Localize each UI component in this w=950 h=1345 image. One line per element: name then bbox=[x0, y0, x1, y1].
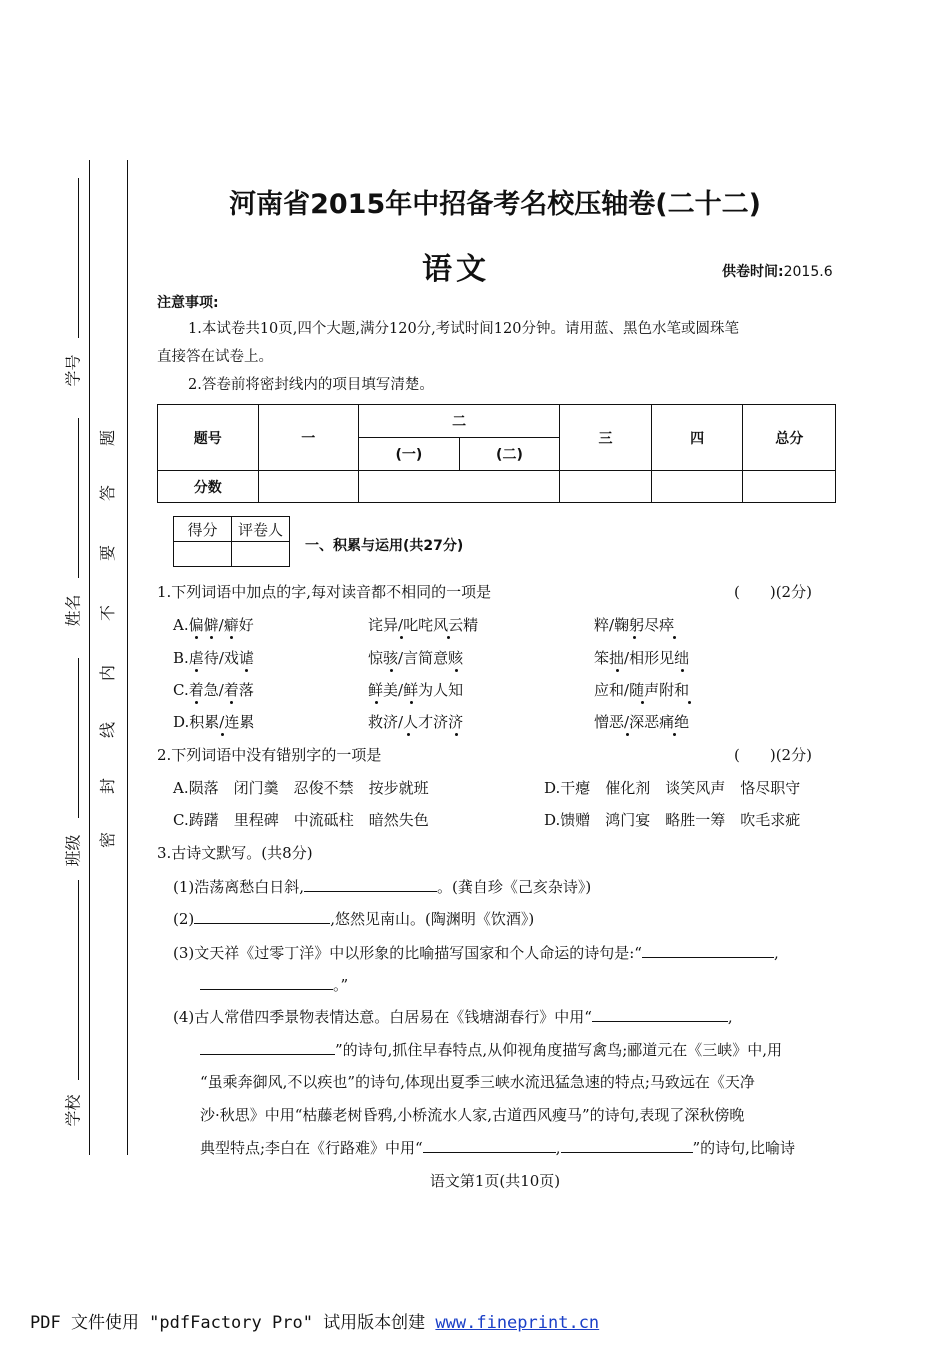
q1-option-c bbox=[173, 681, 254, 699]
watermark-text: PDF 文件使用 "pdfFactory Pro" 试用版本创建 bbox=[30, 1313, 436, 1333]
answer-blank[interactable] bbox=[200, 1040, 335, 1055]
option-text: 惊 bbox=[368, 649, 384, 667]
notice-item: 直接答在试卷上。 bbox=[157, 349, 273, 365]
q3-item-4-l2 bbox=[200, 1040, 782, 1059]
option-text: 诧 bbox=[368, 616, 384, 634]
seal-char: 答 bbox=[98, 485, 117, 502]
q3-text: (2) bbox=[173, 910, 195, 928]
q3-item-4-l5 bbox=[200, 1138, 795, 1157]
margin-line-outer bbox=[89, 160, 90, 1155]
option-text: /言简意 bbox=[398, 649, 449, 667]
dotted-char: 累/连 bbox=[204, 713, 240, 731]
answer-blank[interactable] bbox=[561, 1138, 693, 1153]
q1-option-a bbox=[173, 616, 254, 634]
q2-option-d: D.馈赠 鸿门宴 略胜一筹 吹毛求疵 bbox=[544, 811, 801, 829]
q3-stem: 3.古诗文默写。(共8分) bbox=[157, 844, 313, 862]
q3-item-4-l4: 沙·秋思》中用“枯藤老树昏鸦,小桥流水人家,古道西风瘦马”的诗句,表现了深秋傍晚 bbox=[200, 1106, 745, 1124]
q3-text: ,悠然见南山。(陶渊明《饮酒》) bbox=[330, 910, 535, 928]
dotted-char: 济/人才 bbox=[383, 713, 434, 731]
score-cell[interactable] bbox=[258, 471, 359, 503]
q3-item-3-cont bbox=[200, 975, 348, 994]
margin-line-inner bbox=[127, 160, 128, 1155]
q3-text: 。” bbox=[333, 976, 349, 994]
q1-mark: ( )(2分) bbox=[734, 583, 812, 601]
score-cell[interactable] bbox=[560, 471, 652, 503]
dotted-char: 赅 bbox=[448, 649, 464, 667]
option-text: 为人知 bbox=[418, 681, 464, 699]
q3-text: (4)古人常借四季景物表情达意。白居易在《钱塘湖春行》中用“ bbox=[173, 1008, 592, 1026]
seal-char: 内 bbox=[98, 665, 117, 682]
option-text: 济 bbox=[433, 713, 449, 731]
q1-stem: 1.下列词语中加点的字,每对读音都不相同的一项是 bbox=[157, 583, 492, 601]
q3-text: (1)浩荡离愁白日斜, bbox=[173, 878, 305, 896]
option-text: 救 bbox=[368, 713, 384, 731]
q1-option-b-3 bbox=[594, 649, 689, 667]
option-text: 粹 bbox=[594, 616, 610, 634]
q2-option-a: A.陨落 闭门羹 忍俊不禁 按步就班 bbox=[173, 779, 429, 797]
score-cell[interactable] bbox=[359, 471, 560, 503]
table-header-label: 题号 bbox=[158, 405, 259, 471]
q2-mark: ( )(2分) bbox=[734, 746, 812, 764]
label-student-id: 学号 bbox=[63, 354, 83, 387]
q3-item-4-l3: “虽乘奔御风,不以疾也”的诗句,体现出夏季三峡水流迅猛急速的特点;马致远在《天净 bbox=[200, 1073, 755, 1091]
score-table bbox=[157, 404, 836, 503]
option-text: 待/戏 bbox=[203, 649, 239, 667]
option-text: / bbox=[218, 616, 224, 634]
table-col-2: 二 bbox=[359, 405, 560, 438]
q3-text: ”的诗句,抓住早春特点,从仰视角度描写禽鸟;郦道元在《三峡》中,用 bbox=[335, 1041, 783, 1059]
date-value: 2015.6 bbox=[783, 264, 833, 280]
dotted-char: 异/叱 bbox=[383, 616, 419, 634]
seal-char: 封 bbox=[98, 778, 117, 795]
table-col-4: 四 bbox=[651, 405, 743, 471]
dotted-char: 癖 bbox=[223, 616, 239, 634]
answer-blank[interactable] bbox=[194, 909, 330, 924]
dotted-char: 着 bbox=[188, 681, 204, 699]
q3-text: , bbox=[727, 1008, 733, 1026]
q2-option-c: C.踌躇 里程碑 中流砥柱 暗然失色 bbox=[173, 811, 429, 829]
answer-blank[interactable] bbox=[592, 1007, 728, 1022]
dotted-char: /鞠躬尽 bbox=[609, 616, 660, 634]
q1-option-a-3 bbox=[594, 616, 674, 634]
q1-option-c-3 bbox=[594, 681, 689, 699]
q3-text: , bbox=[773, 944, 779, 962]
option-text: 咤 bbox=[418, 616, 434, 634]
class-line bbox=[78, 658, 79, 818]
option-letter: D. bbox=[173, 713, 190, 731]
dotted-char: 绌 bbox=[674, 649, 690, 667]
section-1-title: 一、积累与运用(共27分) bbox=[305, 538, 464, 554]
watermark-link[interactable]: www.fineprint.cn bbox=[435, 1313, 600, 1333]
school-line bbox=[78, 880, 79, 1080]
q3-item-4 bbox=[173, 1007, 733, 1026]
label-class: 班级 bbox=[63, 834, 83, 867]
grader-reviewer-cell[interactable] bbox=[232, 542, 290, 567]
seal-char: 不 bbox=[98, 605, 117, 622]
option-text: 急/ bbox=[203, 681, 224, 699]
grader-score-label: 得分 bbox=[174, 517, 232, 542]
page-number: 语文第1页(共10页) bbox=[429, 1172, 561, 1190]
pdf-watermark bbox=[30, 1308, 599, 1333]
dotted-char: 和/随声附 bbox=[609, 681, 675, 699]
q1-option-a-2 bbox=[368, 616, 478, 634]
dotted-char: 痛绝 bbox=[659, 713, 690, 731]
answer-blank[interactable] bbox=[304, 877, 437, 892]
label-school: 学校 bbox=[63, 1094, 83, 1127]
dotted-char: 偏 bbox=[188, 616, 204, 634]
table-col-3: 三 bbox=[560, 405, 652, 471]
dotted-char: 鲜 bbox=[403, 681, 419, 699]
q1-option-b-2 bbox=[368, 649, 463, 667]
notice-heading: 注意事项: bbox=[157, 295, 219, 311]
seal-char: 题 bbox=[98, 430, 117, 447]
answer-blank[interactable] bbox=[642, 943, 774, 958]
grader-reviewer-label: 评卷人 bbox=[232, 517, 290, 542]
option-text: 瘁 bbox=[659, 616, 675, 634]
notice-item: 1.本试卷共10页,四个大题,满分120分,考试时间120分钟。请用蓝、黑色水笔或圆珠笔 bbox=[188, 321, 739, 337]
q3-text: ”的诗句,比喻诗 bbox=[692, 1139, 795, 1157]
dotted-char: 谑 bbox=[238, 649, 254, 667]
seal-char: 密 bbox=[98, 832, 117, 849]
option-text: 和 bbox=[674, 681, 690, 699]
seal-char: 要 bbox=[98, 545, 117, 562]
q2-stem: 2.下列词语中没有错别字的一项是 bbox=[157, 746, 382, 764]
option-text: 恶 bbox=[644, 713, 660, 731]
option-text: 落 bbox=[238, 681, 254, 699]
q1-option-d-2 bbox=[368, 713, 463, 731]
answer-blank[interactable] bbox=[423, 1138, 556, 1153]
subject-title: 语文 bbox=[422, 252, 490, 287]
option-text: 精 bbox=[463, 616, 479, 634]
dotted-char: 虐 bbox=[188, 649, 204, 667]
dotted-char: 骇 bbox=[383, 649, 399, 667]
dotted-char: 鲜 bbox=[368, 681, 384, 699]
option-text: 笨 bbox=[594, 649, 610, 667]
exam-title: 河南省2015年中招备考名校压轴卷(二十二) bbox=[229, 189, 761, 220]
q1-option-c-2 bbox=[368, 681, 463, 699]
table-score-label: 分数 bbox=[158, 471, 259, 503]
q1-option-d bbox=[173, 713, 254, 731]
dotted-char: 着 bbox=[223, 681, 239, 699]
score-cell[interactable] bbox=[743, 471, 836, 503]
grader-box bbox=[173, 516, 290, 567]
q3-item-3 bbox=[173, 943, 779, 962]
q3-item-2 bbox=[173, 909, 534, 928]
notice-item: 2.答卷前将密封线内的项目填写清楚。 bbox=[188, 377, 434, 393]
dotted-char: 拙 bbox=[609, 649, 625, 667]
dotted-char: 恶/深 bbox=[609, 713, 645, 731]
table-col-1: 一 bbox=[258, 405, 359, 471]
option-text: 憎 bbox=[594, 713, 610, 731]
name-line bbox=[78, 418, 79, 578]
issue-date bbox=[722, 261, 833, 281]
seal-char: 线 bbox=[98, 722, 117, 739]
option-text: /相形见 bbox=[624, 649, 675, 667]
q2-option-b: D.干瘪 催化剂 谈笑风声 恪尽职守 bbox=[544, 779, 801, 797]
q3-text: , bbox=[555, 1139, 561, 1157]
option-text: 累 bbox=[239, 713, 255, 731]
table-col-total: 总分 bbox=[743, 405, 836, 471]
q3-item-1 bbox=[173, 877, 591, 896]
dotted-char: 风云 bbox=[433, 616, 464, 634]
option-text: 美/ bbox=[383, 681, 404, 699]
option-text: 应 bbox=[594, 681, 610, 699]
option-letter: B. bbox=[173, 649, 189, 667]
option-letter: C. bbox=[173, 681, 189, 699]
score-cell[interactable] bbox=[651, 471, 743, 503]
answer-blank[interactable] bbox=[200, 975, 333, 990]
q3-text: (3)文天祥《过零丁洋》中以形象的比喻描写国家和个人命运的诗句是:“ bbox=[173, 944, 642, 962]
q1-option-b bbox=[173, 649, 254, 667]
table-col-2-sub-2: (二) bbox=[459, 438, 560, 471]
q3-text: 典型特点;李白在《行路难》中用“ bbox=[200, 1139, 423, 1157]
grader-score-cell[interactable] bbox=[174, 542, 232, 567]
option-letter: A. bbox=[173, 616, 189, 634]
dotted-char: 济 bbox=[448, 713, 464, 731]
label-name: 姓名 bbox=[63, 594, 83, 627]
table-col-2-sub-1: (一) bbox=[359, 438, 460, 471]
date-label: 供卷时间: bbox=[722, 264, 784, 280]
q1-option-d-3 bbox=[594, 713, 689, 731]
option-text: 积 bbox=[189, 713, 205, 731]
q3-text: 。(龚自珍《己亥杂诗》) bbox=[437, 878, 592, 896]
option-text: 好 bbox=[238, 616, 254, 634]
dotted-char: 僻 bbox=[203, 616, 219, 634]
